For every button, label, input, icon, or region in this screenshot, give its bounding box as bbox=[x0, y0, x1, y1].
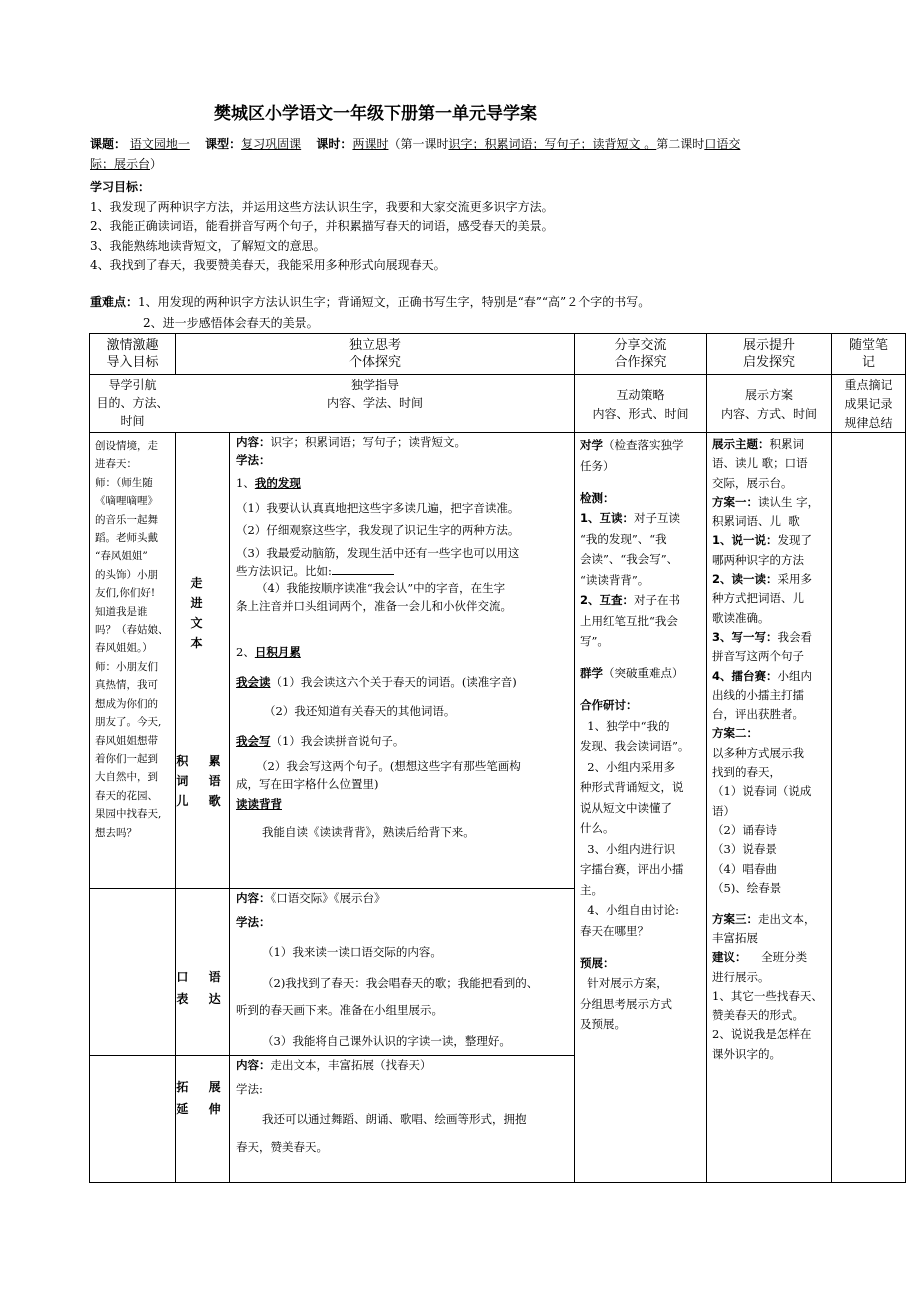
text-line: 台，评出获胜者。 bbox=[712, 707, 804, 722]
header-col2: 独立思考 个体探究 bbox=[348, 338, 401, 370]
intro-column bbox=[95, 437, 175, 842]
text-line: 合作研讨： bbox=[580, 698, 638, 712]
text-line: 知道我是谁 bbox=[95, 605, 148, 618]
text-line: 方案一：读认生 字， bbox=[712, 494, 820, 509]
topic-value: 语文园地一 bbox=[129, 137, 190, 151]
presentation-plan bbox=[712, 435, 830, 1064]
text-line: “我的发现”、“我 bbox=[580, 531, 667, 546]
text-line: 课外识字的。 bbox=[712, 1046, 781, 1061]
text-line: 真热情，我可 bbox=[95, 679, 158, 692]
text-line: 检测： bbox=[580, 490, 615, 505]
text-line bbox=[580, 652, 704, 664]
text-line: 师：（师生随 bbox=[95, 476, 153, 489]
text-line: 说从短文中读懂了 bbox=[580, 800, 672, 815]
first-value: 识字；积累词语；写句子；读背短文 。 bbox=[448, 137, 657, 151]
b1-sub1-title: 我的发现 bbox=[254, 476, 301, 490]
key-point-2: 2、进一步感悟体会春天的美景。 bbox=[143, 316, 319, 330]
header-col5: 随堂笔 记 bbox=[848, 338, 888, 370]
text-line: 种方式把词语、儿 bbox=[712, 591, 804, 606]
meta-close: ） bbox=[150, 157, 163, 171]
text-line bbox=[580, 684, 704, 696]
key-point-1: 1、用发现的两种识字方法认识生字；背诵短文，正确书写生字，特别是“春”“高”２个字的书写。 bbox=[138, 295, 651, 309]
b1-method-label: 学法： bbox=[236, 453, 271, 467]
text-line: 积累词语、儿 歌 bbox=[712, 514, 800, 529]
header-col4: 展示提升 启发探究 bbox=[742, 338, 795, 370]
text-line: 4、擂台赛：小组内 bbox=[712, 668, 813, 683]
text-line: 1、其它一些找春天、 bbox=[712, 988, 823, 1003]
text-line: 2、互查：对子在书 bbox=[580, 593, 681, 607]
interaction-strategy bbox=[580, 435, 704, 1035]
second-prefix: 第二课时 bbox=[656, 137, 705, 151]
text-line: （5)、绘春景 bbox=[712, 880, 782, 895]
key-points bbox=[90, 292, 900, 334]
section-extend: 拓 展 延 伸 bbox=[176, 1080, 229, 1116]
type-value: 复习巩固课 bbox=[241, 137, 302, 151]
text-line: 会读”、“我会写”、 bbox=[580, 552, 679, 566]
text-line: 写”。 bbox=[580, 634, 609, 648]
objective-item: 3、我能熟练地读背短文，了解短文的意思。 bbox=[90, 238, 326, 253]
header-col3: 分享交流 合作探究 bbox=[614, 338, 667, 370]
text-line: 朋友了。今天, bbox=[95, 716, 162, 729]
block-3: 内容：走出文本，丰富拓展（找春天） 学法: 我还可以通过舞蹈、朗诵、歌唱、绘画等形式，拥抱 春天，赞美春天。 bbox=[236, 1058, 527, 1154]
text-line: 歌读准确。 bbox=[712, 610, 770, 625]
text-line: （2）诵春诗 bbox=[712, 822, 777, 837]
hours-value: 两课时 bbox=[352, 137, 389, 151]
key-points-label: 重难点： bbox=[90, 295, 139, 309]
text-line: 出线的小擂主打擂 bbox=[712, 687, 804, 702]
block-2: 内容：《口语交际》《展示台》 学法： （1）我来读一读口语交际的内容。 （2)我找到了春天：我会唱春天的歌；我能把看到的、 听到的春天画下来。准备在小组里展示。 （3）我能将自己课外认识的字读一读，整理好。 bbox=[236, 891, 539, 1048]
text-line: 发现、我会读词语”。 bbox=[580, 739, 690, 753]
text-line: 春风姐姐。） bbox=[95, 642, 153, 655]
text-line: 吗？（春姑娘、 bbox=[95, 624, 169, 637]
first-prefix: （第一课时 bbox=[388, 137, 449, 151]
text-line: 春天的花园、 bbox=[95, 789, 158, 802]
text-line: 4、小组自由讨论: bbox=[580, 903, 680, 917]
text-line: 1、互读：对子互读 bbox=[580, 511, 681, 525]
text-line: 1、独学中“我的 bbox=[580, 718, 670, 733]
objective-item: 2、我能正确读词语，能看拼音写两个句子，并积累描写春天的词语，感受春天的美景。 bbox=[90, 219, 554, 233]
objective-item: 4、我找到了春天，我要赞美春天，我能采用多种形式向展现春天。 bbox=[90, 258, 446, 272]
text-line: 群学（突破重难点） bbox=[580, 666, 684, 680]
page-title: 樊城区小学语文一年级下册第一单元导学案 bbox=[214, 104, 537, 124]
text-line: 1、说一说：发现了 bbox=[712, 533, 813, 548]
b1-content-label: 内容： bbox=[236, 435, 271, 449]
subheader-col3: 互动策略 内容、形式、时间 bbox=[592, 388, 689, 421]
text-line: 分组思考展示方式 bbox=[580, 996, 672, 1011]
text-line: 《嘀哩嘀哩》 bbox=[95, 495, 158, 508]
section-oral: 口 语 表 达 bbox=[176, 970, 229, 1006]
text-line: 春天在哪里？ bbox=[580, 923, 649, 938]
second-value-1: 口语交 bbox=[704, 137, 741, 151]
text-line: 种形式背诵短文，说 bbox=[580, 780, 684, 794]
text-line: 展示主题：积累词 bbox=[712, 437, 804, 451]
text-line: 以多种方式展示我 bbox=[712, 745, 804, 760]
b1-sub2-title: 日积月累 bbox=[254, 645, 301, 659]
text-line: 方案二： bbox=[712, 726, 758, 741]
lesson-meta bbox=[90, 134, 860, 174]
text-line: （4）唱春曲 bbox=[712, 861, 777, 876]
text-line: 蹈。老师头戴 bbox=[95, 532, 158, 545]
text-line: 2、读一读：采用多 bbox=[712, 572, 813, 587]
text-line: 的音乐一起舞 bbox=[95, 513, 158, 526]
subheader-col5: 重点摘记 成果记录 规律总结 bbox=[844, 378, 893, 430]
text-line: 进行展示。 bbox=[712, 969, 770, 984]
topic-label: 课题： bbox=[90, 137, 127, 151]
text-line: “读读背背”。 bbox=[580, 572, 650, 587]
text-line: 对学（检查落实独学 bbox=[580, 438, 684, 452]
text-line: 想去吗？ bbox=[95, 826, 137, 839]
text-line: 丰富拓展 bbox=[712, 930, 758, 945]
text-line: 2、说说我是怎样在 bbox=[712, 1027, 812, 1042]
text-line: 语、读儿 歌；口语 bbox=[712, 456, 808, 471]
text-line: 进春天： bbox=[95, 458, 137, 471]
text-line: 上用红笔互批“我会 bbox=[580, 613, 678, 628]
objectives bbox=[90, 178, 890, 276]
text-line: 创设情境，走 bbox=[95, 440, 158, 452]
text-line: 春风姐姐想带 bbox=[95, 734, 158, 747]
text-line: 想成为你们的 bbox=[95, 697, 158, 710]
text-line: 的头饰）小朋 bbox=[95, 568, 158, 581]
text-line: （1）说春词（说成 bbox=[712, 784, 812, 799]
objective-item: 1、我发现了两种识字方法，并运用这些方法认识生字，我要和大家交流更多识字方法。 bbox=[90, 199, 554, 214]
text-line: “春风姐姐” bbox=[95, 550, 148, 563]
text-line: 3、小组内进行识 bbox=[580, 841, 676, 856]
text-line: 着你们一起到 bbox=[95, 752, 158, 765]
text-line: 2、小组内采用多 bbox=[580, 759, 676, 774]
text-line: （3）说春景 bbox=[712, 842, 777, 857]
text-line: 方案三：走出文本， bbox=[712, 911, 816, 926]
subheader-col1: 导学引航 目的、方法、 时间 bbox=[96, 378, 169, 428]
text-line: 语） bbox=[712, 803, 735, 818]
type-label: 课型： bbox=[205, 137, 242, 151]
text-line: 预展： bbox=[580, 955, 615, 970]
text-line: 赞美春天的形式。 bbox=[712, 1008, 804, 1023]
block-1: 内容：识字；积累词语；写句子；读背短文。 学法： 1、我的发现 （1）我要认认真真地把这些字多读几遍，把字音读准。 （2）仔细观察这些字，我发现了识记生字的两种方法。 （3）我最爱动脑筋，发现生活中还有一些字也可以用这 些方法识记。比如: （4）我能按顺序读准“我会认”中的字音，在生字 条上注音并口头组词两个，准备一会儿和小伙伴交流。 2、日积月累 我会读（1）我会读这六个关于春天的词语。(读准字音) （2）我还知道有关春天的其他词语。 我会写（1）我会读拼音说句子。 （2）我会写这两个句子。(想想这些字有那些笔画构 成，写在田字格什么位置里) 读读背背 我能自读《读读背背》，熟读后给背下来。 bbox=[236, 434, 572, 842]
section-accumulate: 积 累 词 语 儿 歌 bbox=[176, 754, 229, 808]
text-line: 友们,你们好! bbox=[95, 587, 156, 600]
header-col1: 激情激趣 导入目标 bbox=[106, 338, 159, 370]
text-line: 师：小朋友们 bbox=[95, 660, 158, 673]
text-line: 交际，展示台。 bbox=[712, 475, 793, 490]
text-line: 字擂台赛，评出小擂 bbox=[580, 862, 684, 876]
objectives-heading: 学习目标： bbox=[90, 180, 151, 194]
text-line: 哪两种识字的方法 bbox=[712, 552, 804, 567]
text-line: 主。 bbox=[580, 882, 603, 897]
text-line: 找到的春天， bbox=[712, 765, 781, 780]
text-line: 针对展示方案， bbox=[580, 976, 668, 990]
text-line: 3、写一写：我会看 bbox=[712, 629, 813, 644]
text-line: 及预展。 bbox=[580, 1017, 626, 1031]
text-line: 建议： 全班分类 bbox=[712, 950, 808, 965]
text-line: 任务） bbox=[580, 458, 615, 473]
section-walk-into-text: 走进文本 bbox=[190, 576, 215, 650]
hours-label: 课时： bbox=[316, 137, 353, 151]
second-value-2: 际；展示台 bbox=[90, 157, 151, 171]
text-line: 什么。 bbox=[580, 821, 615, 835]
subheader-col2: 独学指导 内容、学法、时间 bbox=[326, 378, 423, 410]
text-line: 拼音写这两个句子 bbox=[712, 649, 804, 664]
text-line bbox=[580, 941, 704, 953]
text-line bbox=[712, 898, 830, 910]
subheader-col4: 展示方案 内容、方式、时间 bbox=[720, 388, 817, 421]
b1-content-value: 识字；积累词语；写句子；读背短文。 bbox=[270, 435, 466, 449]
text-line: 大自然中，到 bbox=[95, 771, 158, 784]
text-line: 果园中找春天, bbox=[95, 808, 162, 821]
text-line bbox=[580, 476, 704, 488]
